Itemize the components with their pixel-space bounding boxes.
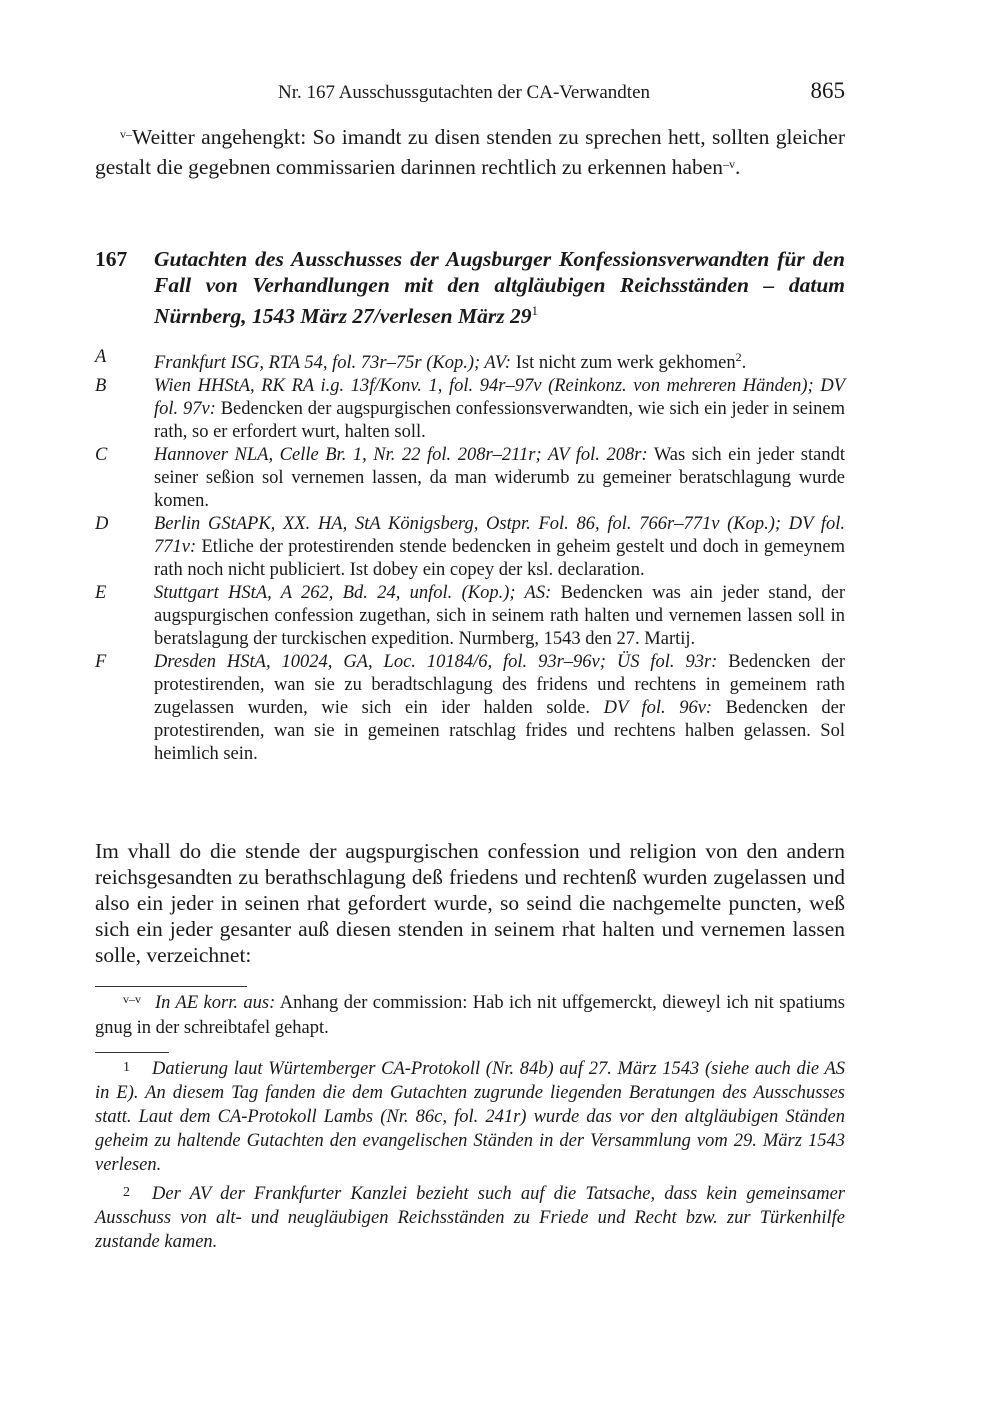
source-siglum: F (95, 652, 107, 672)
source-siglum: D (95, 514, 109, 534)
footnote-ref-1: 1 (531, 303, 538, 318)
document-title-text: Gutachten des Ausschusses der Augsburger Konfessionsverwandten für den Fall von Verhandlungen mit den altgläubigen Reichsständen – datum Nürnberg, 1543 März 27/verlesen März 29 (154, 247, 845, 328)
source-entry (95, 513, 845, 582)
source-archive: Hannover NLA, Celle Br. 1, Nr. 22 fol. 208r–211r; AV fol. 208r: (154, 445, 648, 465)
source-archive: Berlin GStAPK, XX. HA, StA Königsberg, Ostpr. Fol. 86, fol. 766r–771v (Kop.); DV fol. 771v: (154, 514, 845, 557)
source-siglum: A (95, 347, 107, 367)
critical-note-label: In AE korr. aus: (155, 993, 276, 1013)
footnote (95, 1181, 845, 1254)
source-entry (95, 444, 845, 513)
critical-note-text: Anhang der commission: Hab ich nit uffgemerckt, dieweyl ich nit spatiums gnug in der schreibtafel gehapt. (95, 993, 845, 1038)
source-siglum: E (95, 583, 107, 603)
footnote-text: Der AV der Frankfurter Kanzlei bezieht such auf die Tatsache, dass kein gemeinsamer Ausschuss von alt- und neugläubigen Reichsständen zu Friede und Recht bzw. zur Türkenhilfe zustande kamen. (95, 1184, 845, 1252)
critical-note-mark: v–v (123, 992, 141, 1006)
footnote-number: 1 (123, 1060, 130, 1075)
page-header (95, 80, 845, 106)
source-text: Bedencken der augspurgischen confessionsverwandten, wie sich ein jeder in seinem rath, so er erfordert wurt, halten soll. (154, 399, 845, 442)
source-archive: Wien HHStA, RK RA i.g. 13f/Konv. 1, fol. 94r–97v (Reinkonz. von mehreren Händen); DV fol. 97v: (154, 376, 845, 419)
continuation-end: . (735, 155, 741, 179)
footnote-number: 2 (123, 1185, 130, 1200)
footnote-text: Datierung laut Würtemberger CA-Protokoll (Nr. 84b) auf 27. März 1543 (siehe auch die AS in E). An diesem Tag fanden die dem Gutachten zugrunde liegenden Beratungen des Ausschusses statt. Laut dem CA-Protokoll Lambs (Nr. 86c, fol. 241r) wurde das vor den altgläubigen Ständen geheim zu haltende Gutachten den evangelischen Ständen in der Versammlung vom 29. März 1543 verlesen. (95, 1059, 845, 1175)
source-text: Bedencken der protestirenden, wan sie zu beradtschlagung des fridens und rechtens in gemeinem rath zugelassen wurden, wie sich ein ider halden solde. (154, 652, 846, 718)
source-tail: . (741, 353, 747, 373)
source-entry (95, 346, 845, 375)
source-siglum: C (95, 445, 108, 465)
running-title: Nr. 167 Ausschussgutachten der CA-Verwandten (278, 82, 651, 103)
source-text: Was sich ein jeder standt seiner seßion sol vernemen lassen, da man widerumb zu gemeiner beratschlagung wurde komen. (154, 445, 845, 511)
source-text: Bedencken was ain jeder stand, der augspurgischen confession zugethan, sich in seinem rath halten und vernemen lassen soll in beratslagung der turckischen expedition. Nurmberg, 1543 den 27. Martij. (154, 583, 845, 649)
footnote-rule (95, 1052, 169, 1053)
document-number: 167 (95, 247, 128, 271)
document-title (154, 247, 845, 330)
source-archive: Stuttgart HStA, A 262, Bd. 24, unfol. (Kop.); AS: (154, 583, 552, 603)
variant-mark-close: –v (723, 157, 736, 171)
footnote-ref-2: 2 (735, 350, 742, 364)
source-text: Ist nicht zum werk gekhomen (511, 353, 736, 373)
main-text: Im vhall do die stende der augspurgischen confession und religion von den andern reichsgesandten zu berathschlagung deß friedens und rechtenß wurden zugelassen und also ein jeder in seinen rhat gefordert wurde, so seind die nachgemelte puncten, weß sich ein jeder gesanter auß diesen stenden in seinem rhat halten und vernemen lassen solle, verzeichnet: (95, 839, 845, 967)
source-archive: Frankfurt ISG, RTA 54, fol. 73r–75r (Kop.); AV: (154, 353, 512, 373)
continuation-text: Weitter angehengkt: So imandt zu disen stenden zu sprechen hett, sollten gleicher gestalt die gegebnen commissarien darinnen rechtlich zu erkennen haben (95, 125, 845, 179)
continuation-paragraph (95, 121, 845, 181)
source-entry (95, 651, 845, 766)
source-text: Etliche der protestirenden stende bedencken in geheim gestelt und doch in gemeynem rath noch nicht publiciert. Ist dobey ein copey der ksl. declaration. (154, 537, 845, 580)
source-siglum: B (95, 376, 107, 396)
footnote (95, 1056, 845, 1177)
source-archive-2: DV fol. 96v: (590, 698, 713, 718)
source-text-2: Bedencken der protestirenden, wan sie in gemeinen ratschlag frides und rechtens halben gelassen. Sol heimlich sein. (154, 698, 846, 764)
variant-mark-open: v– (120, 127, 132, 141)
page-number: 865 (810, 78, 845, 103)
source-entry (95, 375, 845, 444)
source-archive: Dresden HStA, 10024, GA, Loc. 10184/6, fol. 93r–96v; ÜS fol. 93r: (154, 652, 718, 672)
critical-note (95, 987, 845, 1041)
source-entry (95, 582, 845, 651)
footnotes (95, 1056, 845, 1258)
source-list (95, 346, 845, 766)
